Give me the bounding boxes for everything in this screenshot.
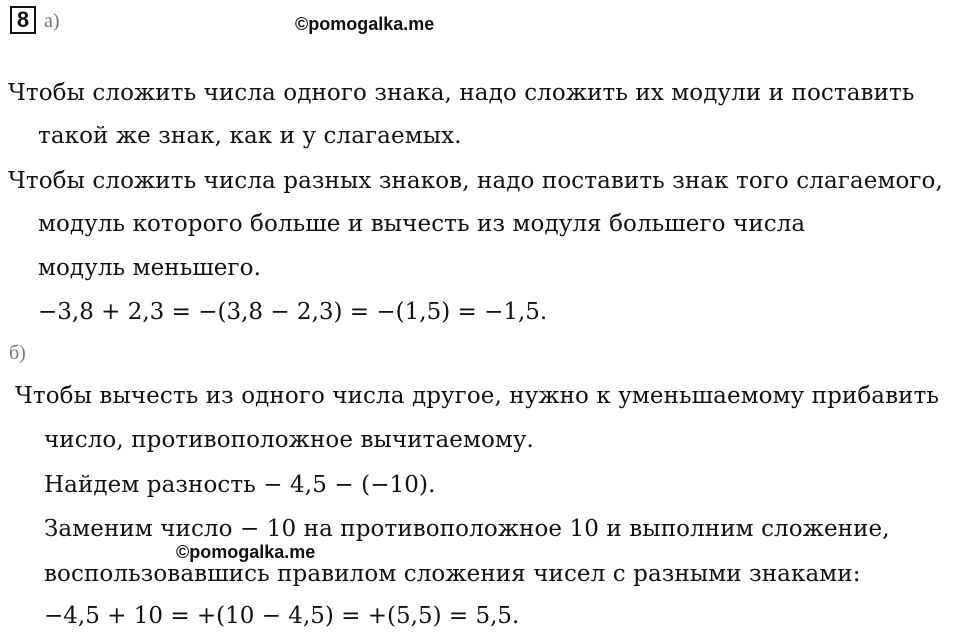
rule-b-line1: Чтобы вычесть из одного числа другое, нужно к уменьшаемому прибавить bbox=[15, 383, 940, 409]
part-b-label: б) bbox=[9, 342, 26, 364]
watermark-mid: ©pomogalka.me bbox=[176, 542, 316, 562]
replace-line1: Заменим число − 10 на противоположное 10 и выполним сложение, bbox=[44, 516, 890, 542]
rule2-line3: модуль меньшего. bbox=[38, 255, 262, 281]
rule1-line2: такой же знак, как и у слагаемых. bbox=[38, 123, 462, 149]
task-number-box: 8 bbox=[10, 6, 36, 34]
part-a-label: а) bbox=[44, 10, 60, 32]
watermark-top: ©pomogalka.me bbox=[295, 14, 435, 34]
rule2-line1: Чтобы сложить числа разных знаков, надо поставить знак того слагаемого, bbox=[8, 168, 943, 194]
equation-b: −4,5 + 10 = +(10 − 4,5) = +(5,5) = 5,5. bbox=[44, 603, 520, 629]
rule1-line1: Чтобы сложить числа одного знака, надо сложить их модули и поставить bbox=[8, 80, 915, 106]
rule-b-line2: число, противоположное вычитаемому. bbox=[44, 427, 534, 453]
replace-line2: воспользовавшись правилом сложения чисел с разными знаками: bbox=[44, 561, 861, 587]
find-line: Найдем разность − 4,5 − (−10). bbox=[44, 472, 436, 498]
equation-a: −3,8 + 2,3 = −(3,8 − 2,3) = −(1,5) = −1,5. bbox=[38, 299, 548, 325]
rule2-line2: модуль которого больше и вычесть из модуля большего числа bbox=[38, 211, 806, 237]
